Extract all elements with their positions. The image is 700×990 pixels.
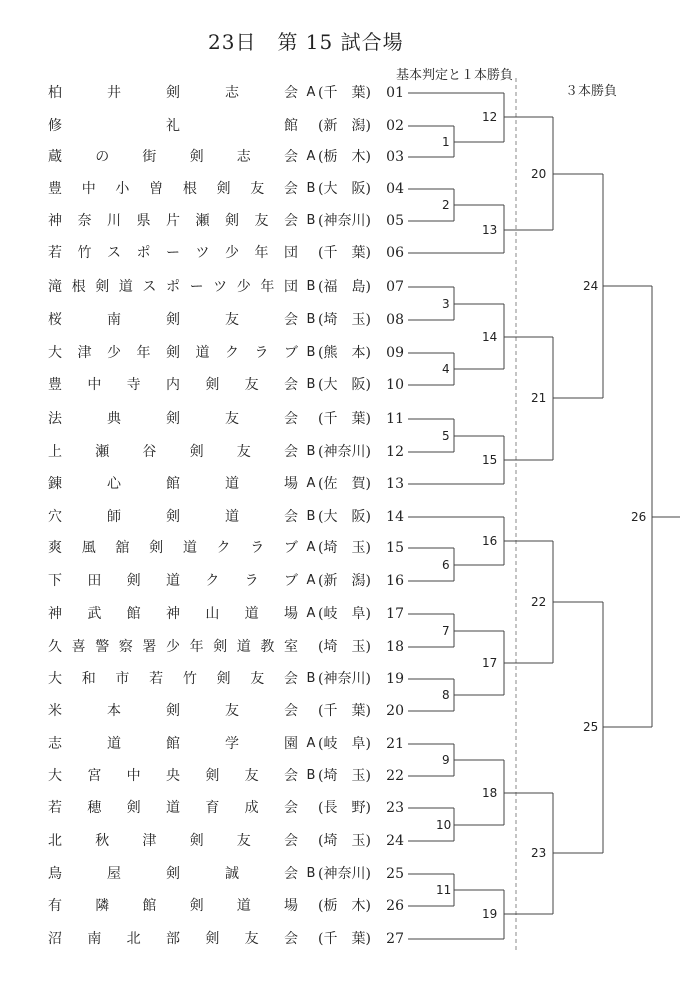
team-group: A (306, 476, 316, 491)
team-name-char: 瀬 (95, 444, 110, 460)
team-prefecture: (神奈川) (318, 671, 371, 687)
team-name-char: 若 (48, 245, 62, 261)
match-number: 10 (436, 818, 452, 832)
team-name-char: 剣 (166, 312, 180, 328)
round-header-basic: 基本判定と１本勝負 (396, 68, 514, 83)
team-group: B (306, 377, 316, 392)
team-name-char: 久 (48, 639, 62, 655)
team-name-char: ツ (213, 279, 228, 295)
team-name-char: 友 (254, 213, 269, 229)
team-name-char: 屋 (107, 866, 121, 882)
team-name-char: 場 (283, 898, 298, 914)
team-group: A (306, 85, 316, 100)
team-group: B (306, 866, 316, 881)
team-name-char: ツ (195, 245, 210, 261)
team-name-char: 会 (283, 181, 298, 197)
team-number: 11 (386, 411, 404, 427)
team-name-char: 中 (126, 768, 141, 784)
team-name-char: 会 (284, 411, 298, 427)
team-number: 21 (386, 736, 404, 752)
team-prefecture: (岐 阜) (318, 736, 371, 752)
team-number: 10 (386, 377, 404, 393)
team-number: 08 (386, 312, 404, 328)
team-name-char: 少 (225, 245, 239, 261)
team-name-char: 鳥 (48, 866, 62, 882)
team-name-char: 大 (48, 671, 62, 687)
team-name-char: 会 (283, 377, 298, 393)
team-name-char: ブ (283, 573, 298, 589)
team-name-char: 年 (260, 279, 275, 295)
team-prefecture: (千 葉) (318, 85, 371, 101)
team-name-char: 道 (182, 540, 197, 556)
team-name-char: 竹 (77, 245, 92, 261)
team-name-char: 剣 (189, 898, 204, 914)
team-number: 14 (386, 509, 404, 525)
team-name-char: 剣 (225, 213, 239, 229)
match-number: 6 (442, 558, 450, 572)
team-number: 03 (386, 149, 404, 165)
match-number: 9 (442, 753, 450, 767)
team-name-char: 友 (250, 671, 265, 687)
match-number: 8 (442, 688, 450, 702)
team-name-char: 会 (283, 149, 298, 165)
match-number: 22 (531, 595, 547, 609)
team-prefecture: (栃 木) (318, 898, 371, 914)
team-name-char: ポ (165, 279, 180, 295)
team-name-char: 川 (107, 213, 121, 229)
team-name-char: 剣 (166, 703, 180, 719)
team-name-char: 蔵 (48, 149, 62, 165)
team-number: 17 (386, 606, 404, 622)
team-number: 06 (386, 245, 404, 261)
team-name-char: 沼 (48, 931, 62, 947)
match-number: 21 (531, 391, 547, 405)
team-name-char: 県 (136, 213, 151, 229)
team-name-char: 穴 (48, 509, 62, 525)
team-name-char: 志 (225, 85, 239, 101)
team-prefecture: (神奈川) (318, 866, 371, 882)
team-name-char: 上 (48, 444, 62, 460)
match-number: 5 (442, 429, 450, 443)
match-number: 3 (442, 297, 450, 311)
page-title: 23日 第 15 試合場 (208, 30, 404, 54)
team-name-char: 師 (107, 509, 121, 525)
team-prefecture: (佐 賀) (318, 476, 371, 492)
team-name-char: 館 (284, 118, 298, 134)
match-number: 19 (482, 907, 498, 921)
team-name-char: 場 (284, 476, 298, 492)
team-name-char: 会 (284, 312, 298, 328)
team-name-char: ブ (284, 345, 298, 361)
team-name-char: ブ (283, 540, 298, 556)
team-name-char: 剣 (166, 509, 180, 525)
team-name-char: 警 (95, 639, 110, 655)
team-name-char: 内 (165, 377, 180, 393)
team-name-char: 修 (48, 118, 62, 134)
team-prefecture: (埼 玉) (318, 540, 371, 556)
match-number: 13 (482, 223, 498, 237)
team-name-char: 豊 (48, 181, 62, 197)
team-name-char: 会 (283, 768, 298, 784)
team-name-char: 剣 (166, 345, 180, 361)
team-name-char: 津 (142, 833, 157, 849)
team-name-char: 道 (225, 509, 239, 525)
team-name-char: 井 (107, 85, 121, 101)
team-number: 22 (386, 768, 404, 784)
team-name-char: 剣 (149, 540, 164, 556)
team-name-char: 年 (189, 639, 204, 655)
team-name-char: 爽 (48, 540, 62, 556)
team-name-char: 友 (244, 931, 259, 947)
team-prefecture: (新 潟) (318, 573, 371, 589)
team-name-char: 根 (71, 279, 86, 295)
team-name-char: 道 (195, 345, 210, 361)
team-prefecture: (新 潟) (318, 118, 371, 134)
team-name-char: 会 (284, 213, 298, 229)
team-prefecture: (福 島) (318, 279, 371, 295)
team-name-char: 少 (165, 639, 180, 655)
team-prefecture: (栃 木) (318, 149, 371, 165)
team-name-char: 剣 (126, 573, 141, 589)
team-prefecture: (長 野) (318, 800, 371, 816)
team-number: 27 (386, 931, 404, 947)
team-name-char: 道 (165, 800, 180, 816)
team-name-char: 剣 (189, 833, 204, 849)
team-name-char: 剣 (189, 149, 204, 165)
team-prefecture: (神奈川) (318, 213, 371, 229)
team-name-char: ス (107, 245, 121, 261)
team-name-char: 山 (205, 606, 220, 622)
team-name-char: 道 (225, 476, 239, 492)
team-name-char: 剣 (166, 85, 180, 101)
team-name-char: 若 (48, 800, 62, 816)
team-name-char: 下 (48, 573, 62, 589)
team-name-char: ー (166, 245, 180, 261)
team-prefecture: (埼 玉) (318, 833, 371, 849)
team-number: 24 (386, 833, 404, 849)
team-name-char: 竹 (182, 671, 197, 687)
team-name-char: 寺 (126, 377, 141, 393)
match-number: 17 (482, 656, 498, 670)
team-name-char: 剣 (205, 768, 220, 784)
team-name-char: 曽 (149, 181, 164, 197)
match-number: 23 (531, 846, 547, 860)
team-name-char: 道 (244, 606, 259, 622)
team-name-char: 会 (284, 866, 298, 882)
team-name-char: 穂 (87, 800, 102, 816)
team-name-char: 錬 (48, 476, 62, 492)
team-name-char: 秋 (95, 833, 110, 849)
team-name-char: 教 (260, 639, 275, 655)
team-name-char: 神 (48, 213, 62, 229)
team-number: 23 (386, 800, 404, 816)
team-name-char: ー (189, 279, 204, 295)
team-name-char: 剣 (216, 671, 231, 687)
team-name-char: 谷 (142, 444, 157, 460)
team-number: 01 (386, 85, 404, 101)
team-name-char: 少 (236, 279, 251, 295)
team-name-char: ス (142, 279, 157, 295)
round-header-three-point: ３本勝負 (565, 84, 618, 99)
match-number: 14 (482, 330, 498, 344)
match-number: 12 (482, 110, 498, 124)
team-name-char: 豊 (48, 377, 62, 393)
team-name-char: 剣 (205, 931, 220, 947)
team-name-char: 瀬 (195, 213, 210, 229)
team-name-char: 神 (165, 606, 180, 622)
team-name-char: 中 (81, 181, 96, 197)
team-name-char: 察 (118, 639, 133, 655)
match-number: 20 (531, 167, 547, 181)
match-number: 24 (583, 279, 599, 293)
team-name-char: ラ (250, 540, 265, 556)
team-group: A (306, 736, 316, 751)
team-number: 02 (386, 118, 404, 134)
team-prefecture: (千 葉) (318, 931, 371, 947)
team-name-char: ポ (136, 245, 151, 261)
team-prefecture: (岐 阜) (318, 606, 371, 622)
team-name-char: 桜 (48, 312, 62, 328)
team-name-char: 会 (284, 85, 298, 101)
team-prefecture: (大 阪) (318, 377, 371, 393)
team-name-char: 片 (166, 213, 180, 229)
team-group: B (306, 345, 316, 360)
team-name-char: 剣 (166, 411, 180, 427)
team-number: 16 (386, 573, 404, 589)
team-name-char: 会 (283, 800, 298, 816)
match-number: 7 (442, 624, 450, 638)
team-name-char: 若 (149, 671, 164, 687)
team-name-char: 会 (284, 703, 298, 719)
team-group: B (306, 444, 316, 459)
team-prefecture: (大 阪) (318, 181, 371, 197)
team-name-char: 舘 (115, 540, 130, 556)
team-name-char: 街 (142, 149, 157, 165)
match-number: 4 (442, 362, 450, 376)
team-name-char: 剣 (205, 377, 220, 393)
team-name-char: 道 (107, 736, 121, 752)
team-name-char: 道 (165, 573, 180, 589)
team-name-char: 隣 (95, 898, 110, 914)
team-number: 15 (386, 540, 404, 556)
team-name-char: 年 (136, 345, 151, 361)
team-name-char: 心 (107, 476, 121, 492)
team-name-char: 喜 (71, 639, 86, 655)
team-name-char: 会 (283, 931, 298, 947)
team-prefecture: (神奈川) (318, 444, 371, 460)
team-name-char: 剣 (166, 866, 180, 882)
team-number: 20 (386, 703, 404, 719)
team-name-char: 大 (48, 768, 62, 784)
team-name-char: ラ (254, 345, 269, 361)
team-name-char: 央 (165, 768, 180, 784)
team-name-char: 有 (48, 898, 62, 914)
match-number: 16 (482, 534, 498, 548)
team-name-char: 道 (118, 279, 133, 295)
team-group: A (306, 149, 316, 164)
team-name-char: 津 (77, 345, 92, 361)
match-number: 26 (631, 510, 647, 524)
team-name-char: 本 (107, 703, 121, 719)
team-number: 25 (386, 866, 404, 882)
team-number: 12 (386, 444, 404, 460)
team-prefecture: (千 葉) (318, 411, 371, 427)
team-group: B (306, 768, 316, 783)
team-prefecture: (埼 玉) (318, 768, 371, 784)
team-name-char: 武 (87, 606, 102, 622)
team-group: B (306, 279, 316, 294)
team-number: 09 (386, 345, 404, 361)
team-name-char: 会 (283, 671, 298, 687)
team-name-char: ラ (244, 573, 259, 589)
team-name-char: 志 (48, 736, 62, 752)
team-name-char: 小 (115, 181, 130, 197)
team-group: B (306, 181, 316, 196)
team-name-char: 大 (48, 345, 62, 361)
team-name-char: 市 (115, 671, 130, 687)
team-name-char: 団 (283, 279, 298, 295)
team-name-char: 柏 (48, 85, 62, 101)
team-name-char: 法 (48, 411, 62, 427)
team-name-char: の (95, 149, 110, 165)
match-number: 18 (482, 786, 498, 800)
team-name-char: 北 (48, 833, 62, 849)
team-name-char: 剣 (216, 181, 231, 197)
team-name-char: 少 (107, 345, 121, 361)
team-group: B (306, 509, 316, 524)
team-number: 26 (386, 898, 404, 914)
match-number: 1 (442, 135, 450, 149)
team-name-char: 礼 (166, 118, 180, 134)
team-name-char: 典 (107, 411, 121, 427)
team-name-char: 神 (48, 606, 62, 622)
team-name-char: 友 (236, 444, 251, 460)
team-name-char: 風 (81, 540, 96, 556)
team-name-char: 友 (244, 377, 259, 393)
team-name-char: 根 (182, 181, 197, 197)
team-name-char: 館 (142, 898, 157, 914)
team-name-char: 館 (126, 606, 141, 622)
team-prefecture: (千 葉) (318, 245, 371, 261)
team-name-char: 剣 (95, 279, 110, 295)
team-name-char: ク (205, 573, 220, 589)
team-number: 04 (386, 181, 404, 197)
match-number: 25 (583, 720, 599, 734)
team-name-char: 友 (250, 181, 265, 197)
team-name-char: 道 (236, 898, 251, 914)
team-name-char: 北 (126, 931, 141, 947)
team-group: A (306, 573, 316, 588)
team-name-char: 友 (225, 312, 239, 328)
team-name-char: 剣 (126, 800, 141, 816)
team-name-char: 室 (283, 639, 298, 655)
team-name-char: 南 (87, 931, 102, 947)
team-name-char: 会 (284, 509, 298, 525)
team-group: A (306, 540, 316, 555)
team-name-char: 道 (236, 639, 251, 655)
team-name-char: 剣 (189, 444, 204, 460)
team-name-char: 誠 (225, 866, 239, 882)
team-name-char: 署 (142, 639, 157, 655)
match-number: 11 (436, 883, 452, 897)
team-name-char: 奈 (77, 213, 92, 229)
team-name-char: 園 (284, 736, 298, 752)
team-prefecture: (千 葉) (318, 703, 371, 719)
team-name-char: 志 (236, 149, 251, 165)
team-name-char: 部 (165, 931, 180, 947)
team-prefecture: (埼 玉) (318, 312, 371, 328)
team-name-char: 団 (284, 245, 298, 261)
team-name-char: ク (216, 540, 231, 556)
team-name-char: 田 (87, 573, 102, 589)
team-name-char: 場 (283, 606, 298, 622)
team-name-char: 友 (225, 703, 239, 719)
team-group: B (306, 671, 316, 686)
team-number: 19 (386, 671, 404, 687)
team-name-char: 館 (166, 476, 180, 492)
team-name-char: 会 (283, 833, 298, 849)
team-prefecture: (埼 玉) (318, 639, 371, 655)
team-name-char: 育 (205, 800, 220, 816)
team-name-char: 成 (244, 800, 259, 816)
team-prefecture: (熊 本) (318, 345, 371, 361)
team-name-char: 中 (87, 377, 102, 393)
team-name-char: 友 (225, 411, 239, 427)
team-group: B (306, 213, 316, 228)
match-number: 15 (482, 453, 498, 467)
team-name-char: 和 (81, 671, 96, 687)
team-name-char: 宮 (87, 768, 102, 784)
team-number: 07 (386, 279, 404, 295)
team-name-char: 滝 (48, 279, 62, 295)
team-group: A (306, 606, 316, 621)
team-name-char: 年 (254, 245, 269, 261)
team-name-char: 友 (244, 768, 259, 784)
team-number: 05 (386, 213, 404, 229)
team-name-char: ク (225, 345, 239, 361)
team-name-char: 館 (166, 736, 180, 752)
team-name-char: 学 (225, 736, 239, 752)
team-name-char: 米 (48, 703, 62, 719)
match-number: 2 (442, 198, 450, 212)
team-group: B (306, 312, 316, 327)
team-number: 13 (386, 476, 404, 492)
team-name-char: 剣 (213, 639, 228, 655)
team-name-char: 会 (283, 444, 298, 460)
team-name-char: 南 (107, 312, 121, 328)
team-prefecture: (大 阪) (318, 509, 371, 525)
team-name-char: 友 (236, 833, 251, 849)
team-number: 18 (386, 639, 404, 655)
